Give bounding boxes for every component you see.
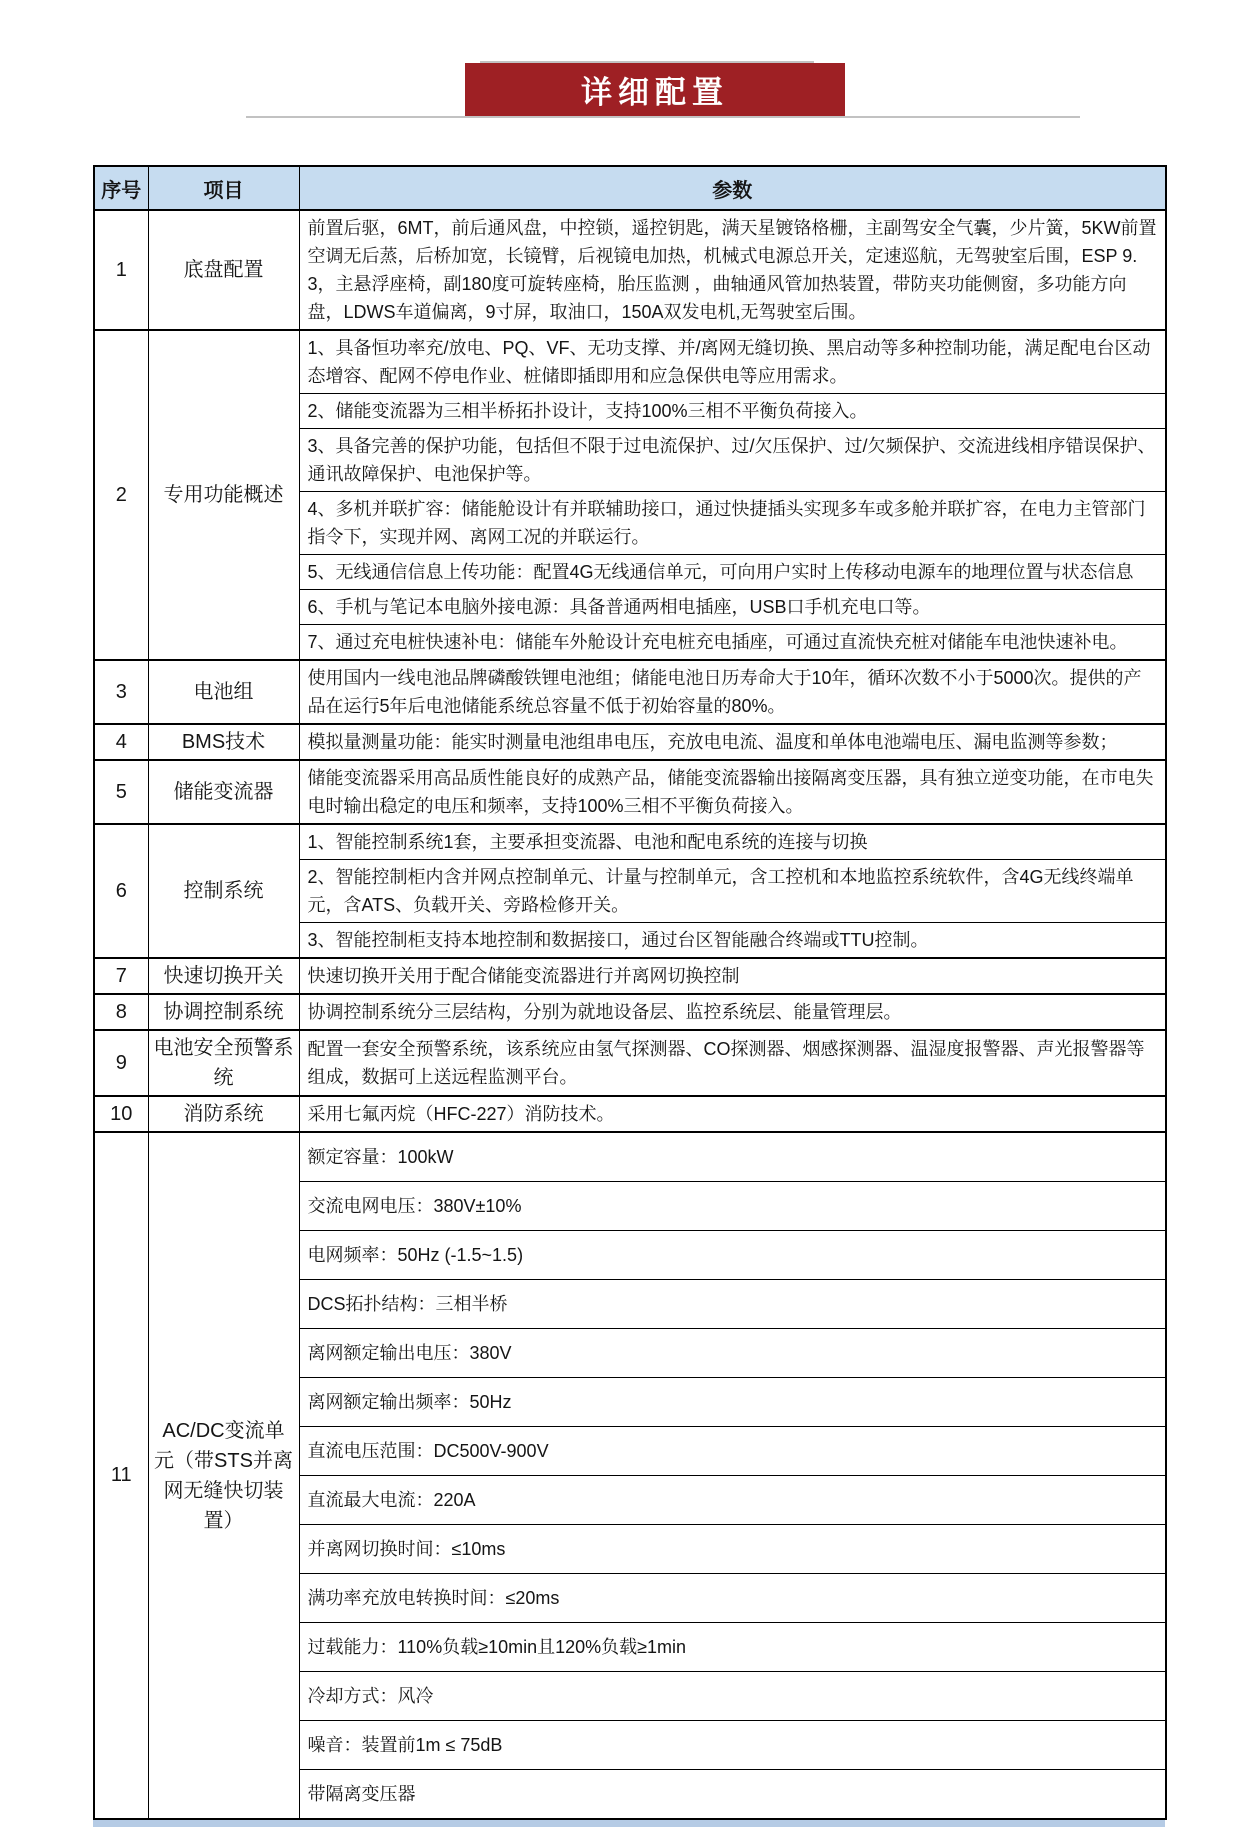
header-cell-param: 参数 [299,166,1166,210]
row-number-cell: 7 [94,958,148,994]
row-number-cell: 8 [94,994,148,1030]
param-cell: DCS拓扑结构：三相半桥 [299,1280,1166,1329]
param-cell: 快速切换开关用于配合储能变流器进行并离网切换控制 [299,958,1166,994]
param-cell: 额定容量：100kW [299,1132,1166,1182]
table-bottom-bar [93,1820,1165,1827]
param-cell: 前置后驱，6MT，前后通风盘，中控锁，遥控钥匙，满天星镀铬格栅，主副驾安全气囊，少片簧，5KW前置空调无后蒸，后桥加宽，长镜臂，后视镜电加热，机械式电源总开关，定速巡航，无驾驶室后围，ESP 9.3，主悬浮座椅，副180度可旋转座椅，胎压监测 ，曲轴通风管加热装置，带防夹功能侧窗，多功能方向盘，LDWS车道偏离，9寸屏，取油口，150A双发电机,无驾驶室后围。 [299,210,1166,330]
param-cell: 配置一套安全预警系统，该系统应由氢气探测器、CO探测器、烟感探测器、温湿度报警器、声光报警器等组成，数据可上送远程监测平台。 [299,1030,1166,1096]
param-cell: 模拟量测量功能：能实时测量电池组串电压，充放电电流、温度和单体电池端电压、漏电监测等参数； [299,724,1166,760]
param-cell: 使用国内一线电池品牌磷酸铁锂电池组；储能电池日历寿命大于10年，循环次数不小于5000次。提供的产品在运行5年后电池储能系统总容量不低于初始容量的80%。 [299,660,1166,724]
param-cell: 直流最大电流：220A [299,1476,1166,1525]
table-row [94,330,1166,394]
param-cell: 2、智能控制柜内含并网点控制单元、计量与控制单元，含工控机和本地监控系统软件，含4G无线终端单元，含ATS、负载开关、旁路检修开关。 [299,860,1166,923]
row-number-cell: 2 [94,330,148,660]
item-name-cell: 储能变流器 [148,760,299,824]
item-name-cell: AC/DC变流单元（带STS并离网无缝快切装置） [148,1132,299,1819]
param-cell: 离网额定输出电压：380V [299,1329,1166,1378]
spec-table [93,165,1167,1820]
item-name-cell: 专用功能概述 [148,330,299,660]
param-cell: 3、智能控制柜支持本地控制和数据接口，通过台区智能融合终端或TTU控制。 [299,923,1166,959]
param-cell: 3、具备完善的保护功能，包括但不限于过电流保护、过/欠压保护、过/欠频保护、交流进线相序错误保护、通讯故障保护、电池保护等。 [299,429,1166,492]
param-cell: 储能变流器采用高品质性能良好的成熟产品，储能变流器输出接隔离变压器，具有独立逆变功能，在市电失电时输出稳定的电压和频率，支持100%三相不平衡负荷接入。 [299,760,1166,824]
item-name-cell: BMS技术 [148,724,299,760]
row-number-cell: 3 [94,660,148,724]
table-row [94,1132,1166,1182]
page-title: 详细配置 [581,75,729,110]
item-name-cell: 快速切换开关 [148,958,299,994]
item-name-cell: 控制系统 [148,824,299,958]
param-cell: 噪音：装置前1m ≤ 75dB [299,1721,1166,1770]
header-cell-no: 序号 [94,166,148,210]
param-cell: 7、通过充电桩快速补电：储能车外舱设计充电桩充电插座，可通过直流快充桩对储能车电池快速补电。 [299,625,1166,661]
param-cell: 4、多机并联扩容：储能舱设计有并联辅助接口，通过快捷插头实现多车或多舱并联扩容，在电力主管部门指令下，实现并网、离网工况的并联运行。 [299,492,1166,555]
param-cell: 并离网切换时间：≤10ms [299,1525,1166,1574]
row-number-cell: 6 [94,824,148,958]
param-cell: 1、具备恒功率充/放电、PQ、VF、无功支撑、并/离网无缝切换、黑启动等多种控制功能，满足配电台区动态增容、配网不停电作业、桩储即插即用和应急保供电等应用需求。 [299,330,1166,394]
table-row [94,1030,1166,1096]
param-cell: 2、储能变流器为三相半桥拓扑设计，支持100%三相不平衡负荷接入。 [299,394,1166,429]
param-cell: 冷却方式：风冷 [299,1672,1166,1721]
row-number-cell: 1 [94,210,148,330]
row-number-cell: 9 [94,1030,148,1096]
param-cell: 过载能力：110%负载≥10min且120%负载≥1min [299,1623,1166,1672]
param-cell: 协调控制系统分三层结构，分别为就地设备层、监控系统层、能量管理层。 [299,994,1166,1030]
header-row [94,166,1166,210]
table-row [94,1096,1166,1132]
row-number-cell: 10 [94,1096,148,1132]
table-row [94,760,1166,824]
row-number-cell: 5 [94,760,148,824]
row-number-cell: 11 [94,1132,148,1819]
table-row [94,724,1166,760]
param-cell: 6、手机与笔记本电脑外接电源：具备普通两相电插座，USB口手机充电口等。 [299,590,1166,625]
param-cell: 满功率充放电转换时间：≤20ms [299,1574,1166,1623]
item-name-cell: 协调控制系统 [148,994,299,1030]
param-cell: 1、智能控制系统1套，主要承担变流器、电池和配电系统的连接与切换 [299,824,1166,860]
item-name-cell: 底盘配置 [148,210,299,330]
header-cell-item: 项目 [148,166,299,210]
param-cell: 离网额定输出频率：50Hz [299,1378,1166,1427]
item-name-cell: 电池安全预警系统 [148,1030,299,1096]
title-area [0,0,1260,165]
param-cell: 电网频率：50Hz (-1.5~1.5) [299,1231,1166,1280]
param-cell: 采用七氟丙烷（HFC-227）消防技术。 [299,1096,1166,1132]
param-cell: 5、无线通信信息上传功能：配置4G无线通信单元，可向用户实时上传移动电源车的地理位置与状态信息 [299,555,1166,590]
table-row [94,210,1166,330]
item-name-cell: 电池组 [148,660,299,724]
table-row [94,958,1166,994]
spec-table-wrap [93,165,1165,1827]
table-row [94,824,1166,860]
table-row [94,994,1166,1030]
param-cell: 带隔离变压器 [299,1770,1166,1820]
param-cell: 直流电压范围：DC500V-900V [299,1427,1166,1476]
title-banner [465,63,845,116]
table-row [94,660,1166,724]
title-bottom-rule [246,116,1080,118]
param-cell: 交流电网电压：380V±10% [299,1182,1166,1231]
item-name-cell: 消防系统 [148,1096,299,1132]
row-number-cell: 4 [94,724,148,760]
